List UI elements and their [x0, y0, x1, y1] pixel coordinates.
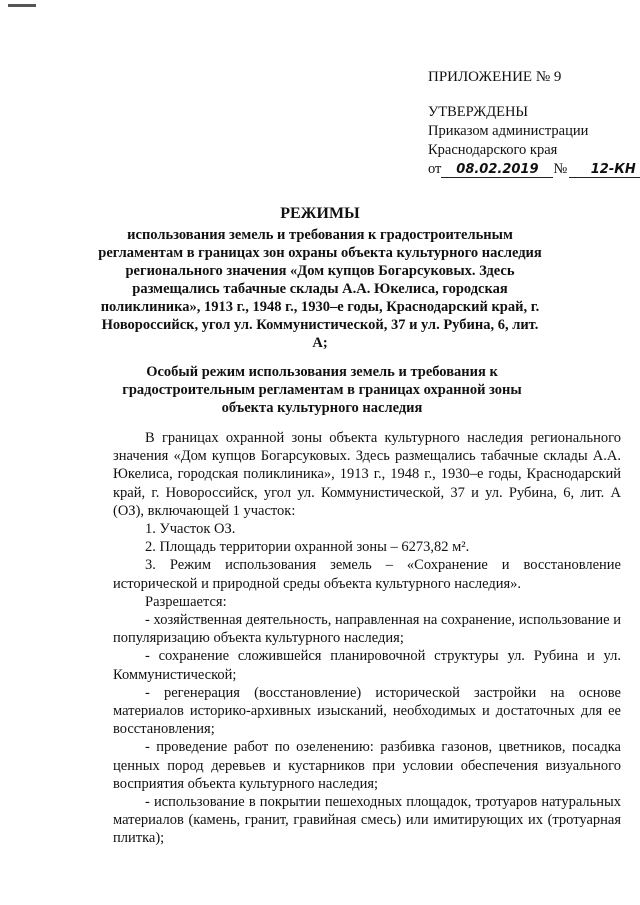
handwritten-number: 12-КН [569, 163, 640, 178]
handwritten-date: 08.02.2019 [441, 163, 553, 178]
from-label: от [428, 161, 442, 177]
list-item-area: 2. Площадь территории охранной зоны – 6273,82 м². [145, 539, 470, 556]
document-subtitle: использования земель и требования к градостроительным регламентам в границах зон охраны объекта культурного наследия регионального значения «Дом купцов Богарсуковых. Здесь размещались табачные склады А.А. Юкелиса, городская поликлиника», 1913 г., 1948 г., 1930–е годы, Краснодарский край, г. Новороссийск, угол ул. Коммунистической, 37 и ул. Рубина, 6, лит. А; [98, 227, 542, 351]
paragraph-intro: В границах охранной зоны объекта культурного наследия регионального значения «Дом купцов Богарсуковых. Здесь размещались табачные склады А.А. Юкелиса, городская поликлиника», 1913 г., 1948 г., 1930–е годы, Краснодарский край, г. Новороссийск, угол ул. Коммунистической, 37 и ул. Рубина, 6, лит. А (ОЗ), включающей 1 участок: [113, 430, 621, 519]
scan-artifact-mark [8, 4, 36, 7]
document-title-block [98, 204, 542, 352]
number-label: № [553, 161, 568, 177]
order-date-line [428, 160, 640, 179]
order-line-1: Приказом администрации [428, 123, 589, 139]
permitted-item-landscaping: - проведение работ по озеленению: разбивка газонов, цветников, посадка ценных пород деревьев и кустарников при условии обеспечения визуального восприятия объекта культурного наследия; [113, 739, 621, 792]
permitted-item-economic: - хозяйственная деятельность, направленная на сохранение, использование и популяризацию объекта культурного наследия; [113, 612, 621, 647]
permitted-item-paving: - использование в покрытии пешеходных площадок, тротуаров натуральных материалов (камень, гранит, гравийная смесь) или имитирующих их (тротуарная плитка); [113, 794, 621, 847]
permitted-item-regeneration: - регенерация (восстановление) исторической застройки на основе материалов историко-архивных изысканий, необходимых и достаточных для ее восстановления; [113, 684, 621, 738]
approved-heading: УТВЕРЖДЕНЫ [428, 104, 529, 120]
order-line-2: Краснодарского края [428, 142, 558, 158]
appendix-label: ПРИЛОЖЕНИЕ № 9 [428, 69, 562, 85]
list-item-plot: 1. Участок ОЗ. [145, 521, 236, 538]
document-body [113, 429, 621, 848]
approval-block [428, 103, 640, 179]
document-title: РЕЖИМЫ [280, 205, 360, 222]
permitted-heading: Разрешается: [145, 593, 227, 610]
permitted-item-planning: - сохранение сложившейся планировочной структуры ул. Рубина и ул. Коммунистической; [113, 648, 621, 683]
section-heading: Особый режим использования земель и требования к градостроительным регламентам в границах охранной зоны объекта культурного наследия [122, 364, 522, 416]
list-item-regime: 3. Режим использования земель – «Сохранение и восстановление исторической и природной среды объекта культурного наследия». [113, 557, 621, 592]
